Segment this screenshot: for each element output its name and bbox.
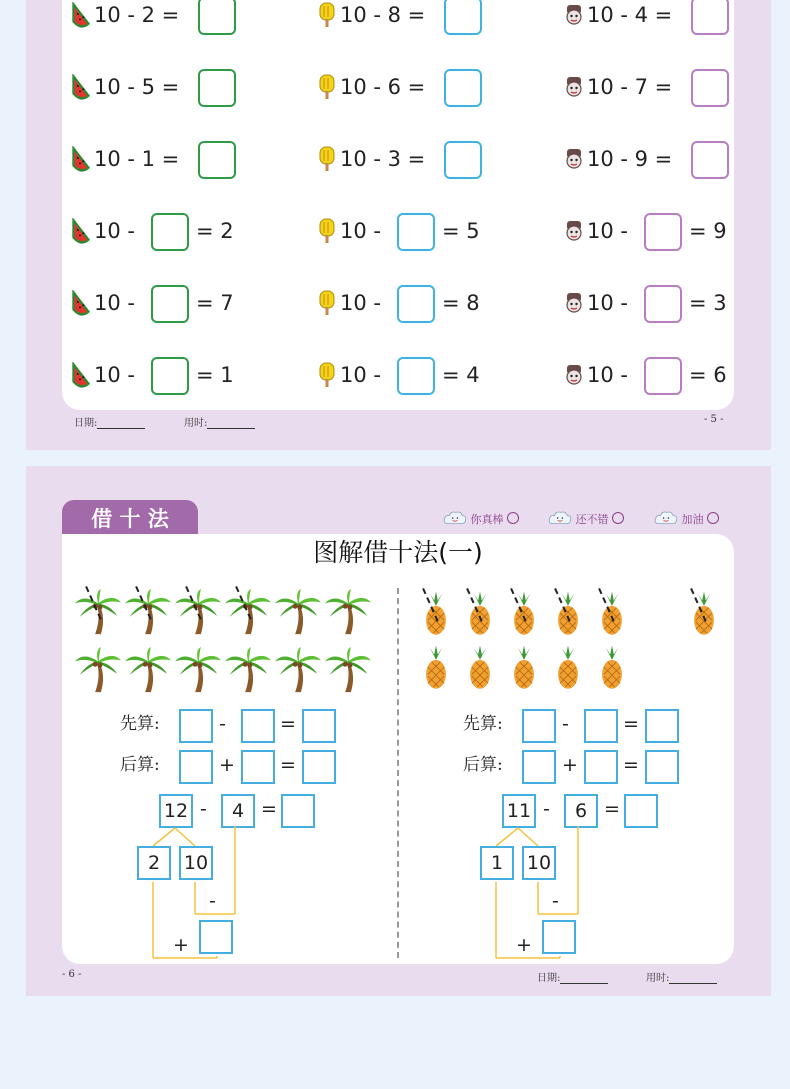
answer-box[interactable] (151, 285, 189, 323)
crying-cloud-icon (654, 510, 678, 526)
equation-left: 10 - 5 = (94, 75, 180, 99)
answer-box[interactable] (644, 213, 682, 251)
equation-right: = 3 (689, 291, 727, 315)
praise-great-checkbox[interactable] (507, 512, 519, 524)
praise-good (548, 510, 624, 528)
answer-box[interactable] (179, 709, 213, 743)
palm-tree-icon (274, 588, 322, 636)
minus-sign: - (200, 798, 207, 820)
date-blank[interactable] (560, 973, 608, 984)
operator: = (623, 754, 639, 776)
answer-box[interactable] (645, 709, 679, 743)
equation-left: 10 - (587, 291, 628, 315)
result-box[interactable] (624, 794, 658, 828)
watermelon-icon (70, 2, 92, 28)
answer-box[interactable] (645, 750, 679, 784)
equation-left: 10 - 3 = (340, 147, 426, 171)
answer-box[interactable] (522, 750, 556, 784)
answer-box[interactable] (302, 709, 336, 743)
praise-great-label: 你真棒 (470, 513, 504, 526)
time-label: 用时: (646, 973, 670, 984)
watermelon-icon (70, 362, 92, 388)
ice-cream-icon (563, 146, 585, 172)
operator: - (219, 713, 226, 735)
popsicle-icon (316, 2, 338, 28)
split-part-a: 1 (480, 846, 514, 880)
popsicle-icon (316, 362, 338, 388)
result-box[interactable] (281, 794, 315, 828)
split-part-b: 10 (522, 846, 556, 880)
bottom-footer-date (537, 969, 608, 984)
subtrahend-box: 4 (221, 794, 255, 828)
operator: + (562, 754, 578, 776)
palm-tree-icon (324, 646, 372, 694)
equation-left: 10 - (587, 219, 628, 243)
top-footer-date (74, 414, 145, 429)
operator: = (280, 754, 296, 776)
equation-right: = 7 (196, 291, 234, 315)
operator: - (562, 713, 569, 735)
bottom-footer-time (646, 969, 717, 984)
praise-try-checkbox[interactable] (707, 512, 719, 524)
popsicle-icon (316, 74, 338, 100)
answer-box[interactable] (584, 709, 618, 743)
equation-left: 10 - 1 = (94, 147, 180, 171)
connector-line (175, 828, 195, 846)
split-minus-sign: - (552, 890, 559, 912)
answer-box[interactable] (397, 357, 435, 395)
answer-box[interactable] (444, 69, 482, 107)
palm-tree-icon (74, 646, 122, 694)
top-page-number: - 5 - (704, 414, 724, 425)
equation-left: 10 - (94, 291, 135, 315)
operator: = (280, 713, 296, 735)
equation-right: = 4 (442, 363, 480, 387)
page-heading: 图解借十法(一) (313, 538, 483, 567)
answer-box[interactable] (444, 0, 482, 35)
answer-box[interactable] (691, 141, 729, 179)
answer-box[interactable] (644, 357, 682, 395)
answer-box[interactable] (198, 0, 236, 35)
equation-right: = 2 (196, 219, 234, 243)
pineapple-icon (506, 644, 542, 692)
date-label: 日期: (537, 973, 561, 984)
minus-sign: - (543, 798, 550, 820)
palm-tree-icon (124, 646, 172, 694)
answer-box[interactable] (691, 69, 729, 107)
split-part-a: 2 (137, 846, 171, 880)
answer-box[interactable] (397, 213, 435, 251)
ice-cream-icon (563, 2, 585, 28)
answer-box[interactable] (522, 709, 556, 743)
equals-sign: = (261, 798, 277, 820)
time-label: 用时: (184, 418, 208, 429)
split-minus-sign: - (209, 890, 216, 912)
first-step-label: 先算: (120, 714, 160, 734)
praise-good-checkbox[interactable] (612, 512, 624, 524)
answer-box[interactable] (198, 141, 236, 179)
popsicle-icon (316, 290, 338, 316)
answer-box[interactable] (241, 750, 275, 784)
final-answer-box[interactable] (199, 920, 233, 954)
equation-right: = 5 (442, 219, 480, 243)
section-tab-title: 借 十 法 (91, 506, 169, 531)
time-blank[interactable] (207, 418, 255, 429)
equation-right: = 6 (689, 363, 727, 387)
answer-box[interactable] (151, 357, 189, 395)
minuend-box: 11 (502, 794, 536, 828)
popsicle-icon (316, 218, 338, 244)
equation-left: 10 - (94, 219, 135, 243)
watermelon-icon (70, 74, 92, 100)
connector-line (496, 828, 518, 846)
time-blank[interactable] (669, 973, 717, 984)
palm-tree-icon (274, 646, 322, 694)
equation-left: 10 - 2 = (94, 3, 180, 27)
answer-box[interactable] (644, 285, 682, 323)
operator: = (623, 713, 639, 735)
happy-cloud-icon (548, 510, 572, 526)
equation-left: 10 - 8 = (340, 3, 426, 27)
palm-tree-icon (174, 646, 222, 694)
answer-box[interactable] (151, 213, 189, 251)
watermelon-icon (70, 290, 92, 316)
equation-left: 10 - (340, 363, 381, 387)
equation-left: 10 - 6 = (340, 75, 426, 99)
answer-box[interactable] (584, 750, 618, 784)
answer-box[interactable] (179, 750, 213, 784)
plus-sign: + (173, 934, 189, 956)
smiling-cloud-icon (443, 510, 467, 526)
connector-line (153, 828, 175, 846)
bottom-page-number: - 6 - (62, 969, 82, 980)
equation-right: = 1 (196, 363, 234, 387)
equation-left: 10 - 7 = (587, 75, 673, 99)
equation-left: 10 - (587, 363, 628, 387)
pineapple-icon (462, 644, 498, 692)
date-label: 日期: (74, 418, 98, 429)
answer-box[interactable] (241, 709, 275, 743)
top-footer-time (184, 414, 255, 429)
watermelon-icon (70, 218, 92, 244)
pineapple-icon (550, 644, 586, 692)
praise-great (443, 510, 519, 528)
pineapple-icon (418, 644, 454, 692)
split-part-b: 10 (179, 846, 213, 880)
equation-left: 10 - 9 = (587, 147, 673, 171)
equation-right: = 9 (689, 219, 727, 243)
pineapple-icon (594, 644, 630, 692)
answer-box[interactable] (691, 0, 729, 35)
top-exercise-card (62, 0, 734, 410)
answer-box[interactable] (444, 141, 482, 179)
ice-cream-icon (563, 74, 585, 100)
praise-good-label: 还不错 (575, 513, 609, 526)
connector-line (518, 828, 538, 846)
operator: + (219, 754, 235, 776)
popsicle-icon (316, 146, 338, 172)
watermelon-icon (70, 146, 92, 172)
equals-sign: = (604, 798, 620, 820)
ice-cream-icon (563, 362, 585, 388)
date-blank[interactable] (97, 418, 145, 429)
first-step-label: 先算: (463, 714, 503, 734)
answer-box[interactable] (198, 69, 236, 107)
answer-box[interactable] (302, 750, 336, 784)
equation-left: 10 - (94, 363, 135, 387)
ice-cream-icon (563, 290, 585, 316)
then-step-label: 后算: (120, 755, 160, 775)
ice-cream-icon (563, 218, 585, 244)
minuend-box: 12 (159, 794, 193, 828)
palm-tree-icon (224, 646, 272, 694)
equation-right: = 8 (442, 291, 480, 315)
final-answer-box[interactable] (542, 920, 576, 954)
equation-left: 10 - 4 = (587, 3, 673, 27)
palm-tree-icon (324, 588, 372, 636)
subtrahend-box: 6 (564, 794, 598, 828)
praise-try-label: 加油 (681, 513, 704, 526)
answer-box[interactable] (397, 285, 435, 323)
praise-try (654, 510, 719, 528)
equation-left: 10 - (340, 291, 381, 315)
plus-sign: + (516, 934, 532, 956)
equation-left: 10 - (340, 219, 381, 243)
then-step-label: 后算: (463, 755, 503, 775)
